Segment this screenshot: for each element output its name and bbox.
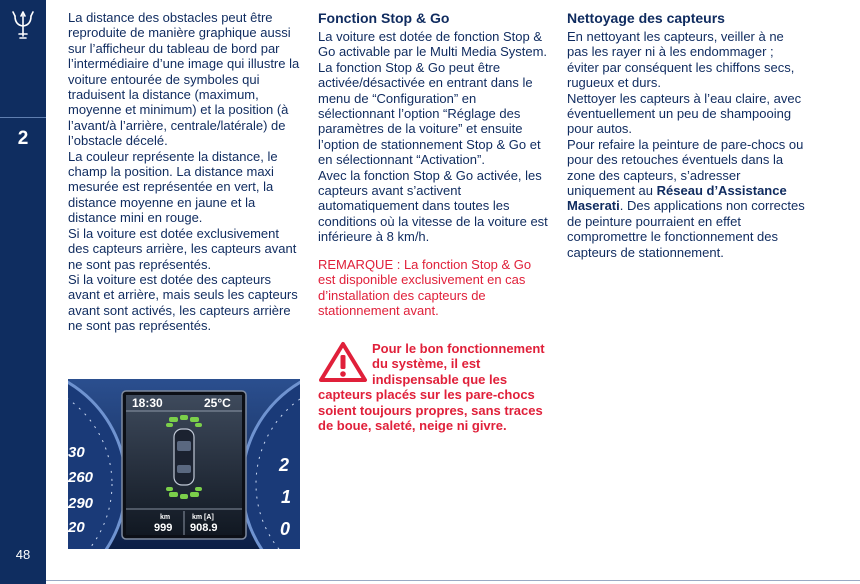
trip-value: 908.9	[190, 522, 218, 534]
paragraph	[567, 137, 807, 260]
paragraph-text: Pour refaire la peinture de pare-chocs ou pour des retouches éventuels dans la zone des capteurs, s’adresser uniquement au	[567, 136, 804, 199]
paragraph: Nettoyer les capteurs à l’eau claire, avec éventuellement un peu de shampooing pour autos.	[567, 90, 802, 137]
odometer-value: 999	[154, 522, 173, 534]
section-heading: Fonction Stop & Go	[318, 10, 450, 26]
warning-text: Pour le bon fonctionnement du système, il est indispensable que les capteurs placés sur les pare-chocs soient toujours propres, sans traces de boue, saleté, neige ni givre.	[318, 341, 545, 434]
paragraph: La voiture est dotée de fonction Stop & Go activable par le Multi Media System. La fonction Stop & Go peut être activée/désactivée en entrant dans le menu de “Configuration” en sélectionnant l’option “Réglage des paramètres de la voiture” et ensuite l’option de stationnement Stop & Go et en sélectionnant “Activation”.	[318, 29, 548, 168]
paragraph: Si la voiture est dotée des capteurs avant et arrière, mais seuls les capteurs avant sont activés, les capteurs arrière ne sont pas représentés.	[68, 271, 298, 334]
car-top-view-icon	[174, 429, 194, 485]
rpm-tick: 2	[279, 455, 290, 475]
temperature-readout: 25°C	[204, 396, 231, 410]
rpm-tick: 0	[280, 519, 291, 539]
sidebar	[0, 0, 46, 584]
page-number: 48	[15, 547, 31, 562]
paragraph: Si la voiture est dotée exclusivement des capteurs arrière, les capteurs avant ne sont pas représentés.	[68, 225, 297, 272]
column-sensor-cleaning	[567, 10, 807, 260]
section-heading: Nettoyage des capteurs	[567, 10, 725, 26]
paragraph: La distance des obstacles peut être reproduite de manière graphique aussi sur l’afficheur du tableau de bord par l’intermédiaire d’une image qui illustre la voiture entourée de symboles qui traduisent la distance (maximum, moyenne et minimum) et la position (à l’avant/à l’arrière, centrale/latérale) de l’obstacle décelé.	[68, 10, 300, 149]
clock-readout: 18:30	[132, 396, 163, 410]
remark-note: REMARQUE : La fonction Stop & Go est disponible exclusivement en cas d’installation des capteurs de stationnement avant.	[318, 256, 532, 318]
service-network-name: Réseau d’Assistance Maserati	[567, 183, 787, 214]
paragraph: Avec la fonction Stop & Go activée, les capteurs avant s’activent automatiquement dans toutes les conditions où la vitesse de la voiture est inférieure à 8 km/h.	[318, 167, 548, 245]
paragraph: La couleur représente la distance, le champ la position. La distance maxi mesurée est représentée en vert, la distance moyenne en jaune et la distance mini en rouge.	[68, 148, 278, 226]
odometer-unit: km	[160, 514, 171, 521]
instrument-cluster-image	[68, 379, 300, 549]
speed-tick: 290	[68, 495, 94, 512]
speed-tick: 20	[68, 519, 85, 536]
column-stop-and-go	[318, 10, 550, 318]
chapter-divider	[0, 117, 46, 118]
warning-box	[318, 341, 550, 433]
footer-line	[46, 580, 860, 581]
speed-tick: 30	[68, 444, 85, 461]
paragraph: En nettoyant les capteurs, veiller à ne pas les rayer ni à les endommager ; éviter par conséquent les chiffons secs, rugueux et durs.	[567, 29, 795, 91]
warning-triangle-icon	[318, 341, 368, 383]
chapter-number: 2	[17, 128, 29, 149]
rpm-tick: 1	[281, 487, 292, 507]
paragraph-tail: . Des applications non correctes de peinture pourraient en effet compromettre le fonctionnement des capteurs de stationnement.	[567, 198, 805, 260]
column-parking-display	[68, 10, 300, 334]
speed-tick: 260	[68, 469, 94, 486]
maserati-trident-icon	[9, 10, 37, 40]
trip-unit: km [A]	[192, 514, 214, 521]
